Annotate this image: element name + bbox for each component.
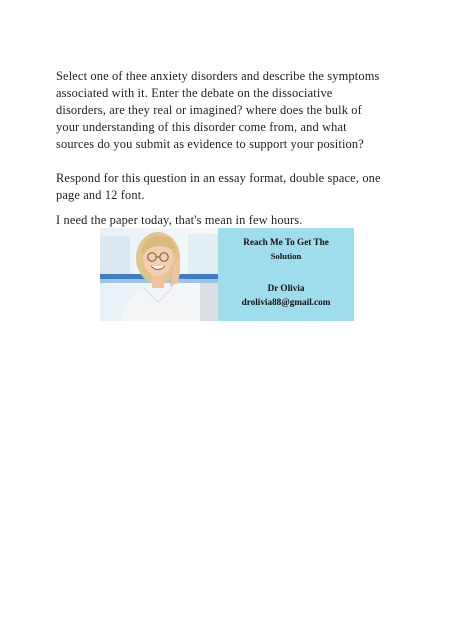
contact-name: Dr Olivia [267, 283, 305, 293]
promo-heading-line1: Reach Me To Get The [243, 237, 329, 247]
text-line: Respond for this question in an essay format, double space, one [56, 171, 381, 185]
promo-heading-line2: Solution [270, 251, 302, 261]
deadline-paragraph [56, 212, 401, 229]
text-line: sources do you submit as evidence to support your position? [56, 137, 364, 151]
contact-email[interactable]: drolivia88@gmail.com [241, 297, 331, 307]
woman-photo [100, 228, 218, 321]
contact-banner [100, 228, 354, 321]
text-line: disorders, are they real or imagined? where does the bulk of [56, 103, 362, 117]
text-line: Select one of thee anxiety disorders and describe the symptoms [56, 69, 380, 83]
woman-photo-illustration [100, 228, 218, 321]
text-line: associated with it. Enter the debate on the dissociative [56, 86, 333, 100]
format-instructions-paragraph [56, 170, 401, 204]
text-line: page and 12 font. [56, 188, 145, 202]
question-paragraph [56, 68, 401, 153]
text-line: I need the paper today, that's mean in few hours. [56, 213, 303, 227]
text-line: your understanding of this disorder come from, and what [56, 120, 347, 134]
promo-panel [218, 228, 354, 321]
